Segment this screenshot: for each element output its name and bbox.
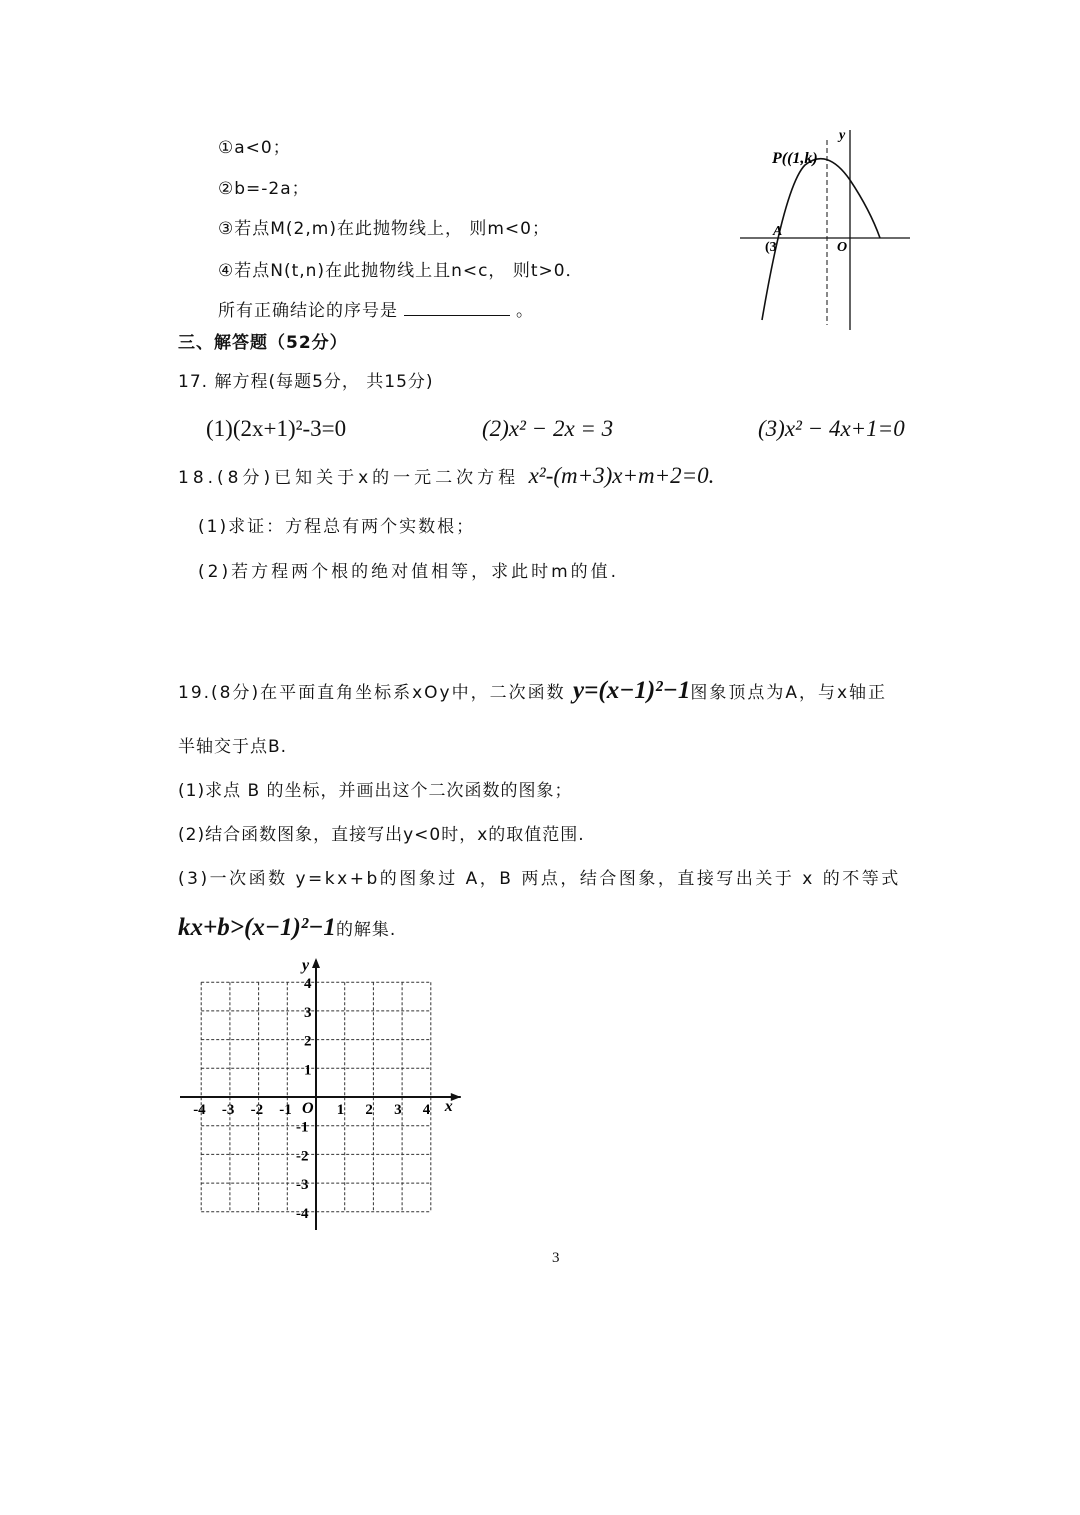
q19-part2: (2)结合函数图象，直接写出y<0时，x的取值范围. bbox=[178, 825, 585, 845]
q18-title bbox=[178, 463, 714, 489]
coordinate-grid bbox=[175, 950, 475, 1230]
y-tick-label: -1 bbox=[296, 1119, 309, 1136]
point-a-coord: (3 bbox=[765, 240, 777, 255]
q16-prompt-text: 所有正确结论的序号是 bbox=[218, 301, 398, 321]
y-tick-label: 4 bbox=[304, 976, 312, 993]
q16-option-4: ④若点N(t,n)在此抛物线上且n<c， 则t>0． bbox=[218, 261, 584, 281]
section-3-heading: 三、解答题（52分） bbox=[178, 333, 348, 353]
q19-part3: (3)一次函数 y=kx+b的图象过 A，B 两点，结合图象，直接写出关于 x 的不等式 bbox=[178, 869, 901, 889]
q19-inequality-expr: kx+b>(x−1)²−1 bbox=[178, 914, 336, 941]
y-tick-label: 3 bbox=[304, 1004, 312, 1021]
q18-equation: x²-(m+3)x+m+2=0. bbox=[528, 463, 715, 488]
q19-title bbox=[178, 677, 887, 705]
parabola-curve bbox=[762, 159, 880, 320]
y-tick-label: -2 bbox=[296, 1148, 309, 1165]
x-tick-label: -1 bbox=[279, 1102, 292, 1118]
x-tick-label: 2 bbox=[365, 1102, 373, 1118]
q19-part1: (1)求点 B 的坐标，并画出这个二次函数的图象； bbox=[178, 781, 573, 801]
origin-label: O bbox=[837, 240, 848, 255]
x-tick-label: 4 bbox=[422, 1102, 431, 1118]
q18-part1: (1)求证：方程总有两个实数根； bbox=[198, 517, 476, 537]
q17-eq2: (2)x² − 2x = 3 bbox=[482, 416, 614, 441]
point-p-label: P((1,k) bbox=[772, 150, 818, 167]
q16-option-1: ①a<0； bbox=[218, 138, 291, 158]
origin-label: O bbox=[302, 1100, 314, 1117]
x-tick-label: -3 bbox=[221, 1102, 235, 1118]
q16-parabola-figure bbox=[735, 125, 915, 335]
q17-eq3: (3)x² − 4x+1=0 bbox=[758, 416, 905, 441]
y-axis-label: y bbox=[302, 957, 310, 974]
q16-end: 。 bbox=[516, 301, 534, 321]
q17-eq1: (1)(2x+1)²-3=0 bbox=[206, 416, 347, 441]
y-label: y bbox=[839, 128, 846, 143]
y-tick-label: -3 bbox=[296, 1177, 309, 1194]
q19-title-text: 19.(8分)在平面直角坐标系xOy中，二次函数 bbox=[178, 683, 566, 703]
point-a-label: A bbox=[773, 224, 783, 239]
answer-blank[interactable] bbox=[404, 315, 510, 316]
x-tick-label: 1 bbox=[336, 1102, 345, 1118]
y-tick-label: 1 bbox=[304, 1062, 312, 1079]
y-tick-label: -4 bbox=[296, 1205, 309, 1222]
x-tick-label: -2 bbox=[250, 1102, 264, 1118]
q18-part2: (2)若方程两个根的绝对值相等，求此时m的值. bbox=[198, 562, 620, 582]
q19-function: y=(x−1)²−1 bbox=[573, 677, 691, 704]
q19-line2: 半轴交于点B. bbox=[178, 737, 288, 757]
x-tick-label: -4 bbox=[193, 1102, 206, 1118]
q18-title-text: 18.(8分)已知关于x的一元二次方程 bbox=[178, 468, 520, 488]
y-tick-label: 2 bbox=[304, 1033, 312, 1050]
q19-title-tail: 图象顶点为A，与x轴正 bbox=[690, 683, 888, 703]
q19-inequality bbox=[178, 914, 396, 942]
y-axis-arrow-icon bbox=[312, 958, 320, 968]
q17-title: 17. 解方程(每题5分， 共15分) bbox=[178, 372, 434, 392]
page-number: 3 bbox=[552, 1250, 561, 1266]
q19-inequality-tail: 的解集. bbox=[335, 920, 397, 940]
x-axis-label: x bbox=[444, 1098, 453, 1115]
q16-option-3: ③若点M(2,m)在此抛物线上， 则m<0； bbox=[218, 219, 550, 239]
x-tick-label: 3 bbox=[394, 1102, 402, 1118]
q16-prompt bbox=[218, 296, 534, 321]
q16-option-2: ②b=-2a； bbox=[218, 179, 310, 199]
